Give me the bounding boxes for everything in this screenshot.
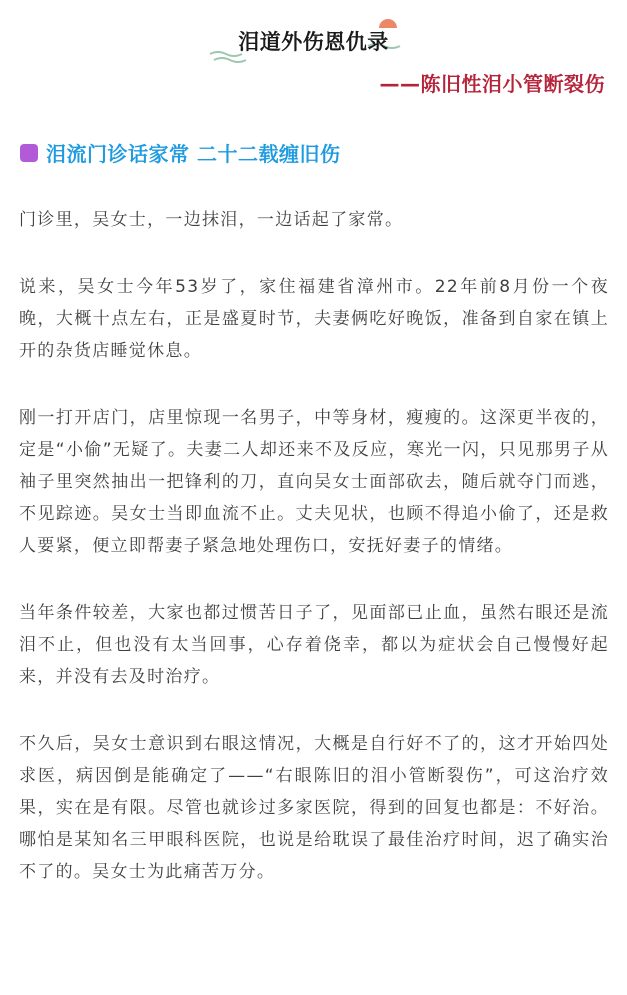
article-body	[19, 204, 609, 923]
section-title: 泪流门诊话家常 二十二载缠旧伤	[46, 142, 341, 166]
wave-line	[214, 58, 246, 62]
paragraph: 门诊里，吴女士，一边抹泪，一边话起了家常。	[19, 210, 404, 230]
wave-line	[210, 52, 242, 56]
paragraph: 当年条件较差，大家也都过惯苦日子了，见面部已止血，虽然右眼还是流泪不止，但也没有太当回事，心存着侥幸，都以为症状会自己慢慢好起来，并没有去及时治疗。	[19, 603, 609, 687]
paragraph: 不久后，吴女士意识到右眼这情况，大概是自行好不了的，这才开始四处求医，病因倒是能确定了——“右眼陈旧的泪小管断裂伤”，可这治疗效果，实在是有限。尽管也就诊过多家医院，得到的回复也都是：不好治。哪怕是某知名三甲眼科医院，也说是给耽误了最佳治疗时间，迟了确实治不了的。吴女士为此痛苦万分。	[19, 734, 609, 882]
article-header	[0, 0, 627, 105]
paragraph: 说来，吴女士今年53岁了，家住福建省漳州市。22年前8月份一个夜晚，大概十点左右，正是盛夏时节，夫妻俩吃好晚饭，准备到自家在镇上开的杂货店睡觉休息。	[19, 277, 609, 361]
page-subtitle: ——陈旧性泪小管断裂伤	[379, 72, 605, 96]
bullet-square-icon	[20, 144, 38, 162]
section-heading	[20, 138, 340, 167]
paragraph: 刚一打开店门，店里惊现一名男子，中等身材，瘦瘦的。这深更半夜的，定是“小偷”无疑了。夫妻二人却还来不及反应，寒光一闪，只见那男子从袖子里突然抽出一把锋利的刀，直向吴女士面部砍去，随后就夺门而逃，不见踪迹。吴女士当即血流不止。丈夫见状，也顾不得追小偷了，还是救人要紧，便立即帮妻子紧急地处理伤口，安抚好妻子的情绪。	[19, 408, 609, 556]
page-title: 泪道外伤恩仇录	[238, 30, 389, 54]
